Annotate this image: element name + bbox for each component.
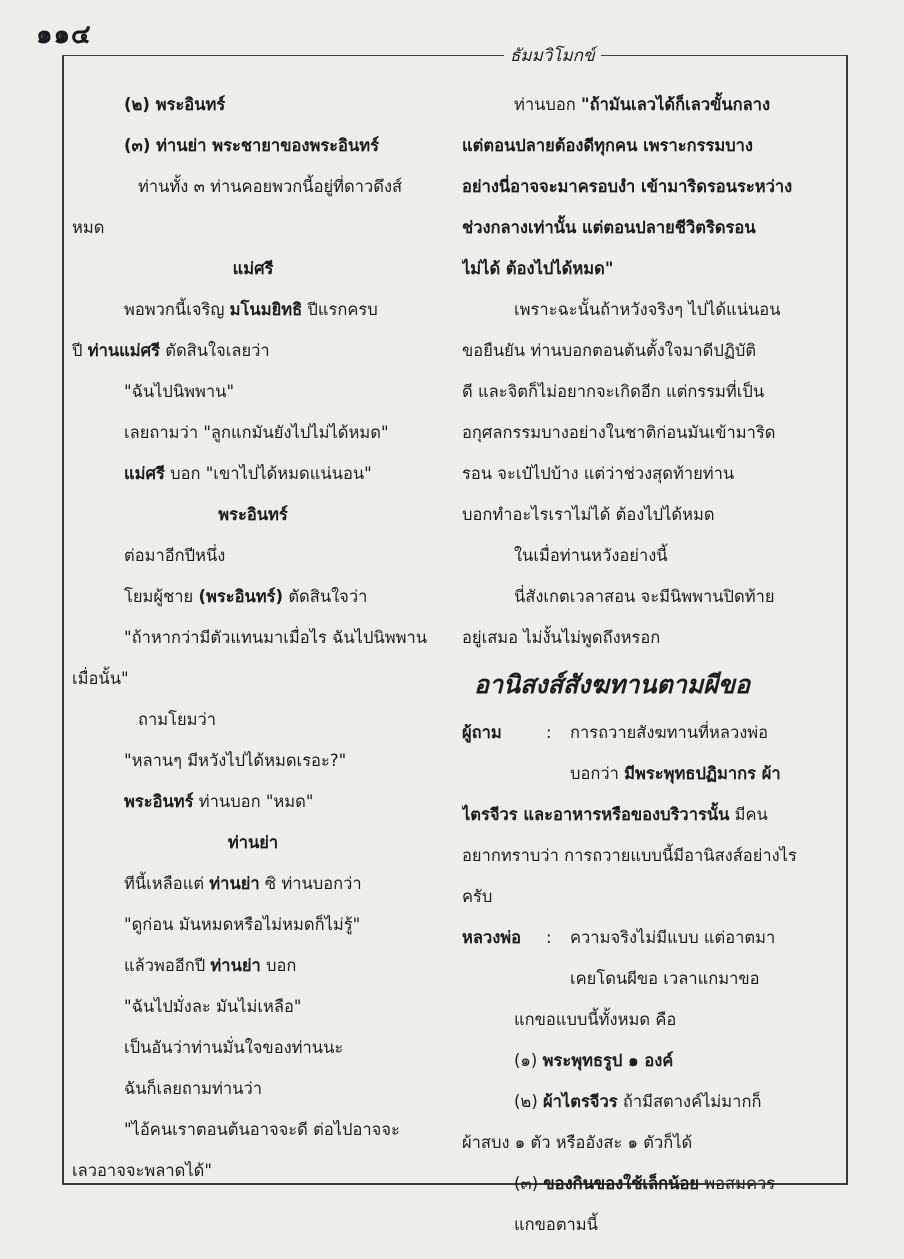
speaker-label: หลวงพ่อ	[462, 928, 522, 947]
text-line: บอกทำอะไรเราไม่ได้ ต้องไปได้หมด	[462, 505, 715, 524]
speaker-label: ผู้ถาม	[462, 723, 502, 742]
text-line: ช่วงกลางเท่านั้น แต่ตอนปลายชีวิตริดรอน	[462, 218, 756, 237]
text-line: เป็นอันว่าท่านมั่นใจของท่านนะ	[124, 1038, 344, 1057]
text-line: เลวอาจจะพลาดได้"	[72, 1161, 212, 1180]
text-line: แม่ศรี บอก "เขาไปได้หมดแน่นอน"	[124, 464, 372, 483]
text-line: แกขอตามนี้	[514, 1215, 598, 1234]
text-line: ท่านบอก "ถ้ามันเลวได้ก็เลวขั้นกลาง	[514, 95, 771, 114]
text-line: ดี และจิตก็ไม่อยากจะเกิดอีก แต่กรรมที่เป็น	[462, 382, 765, 401]
text-line: ในเมื่อท่านหวังอย่างนี้	[514, 546, 668, 565]
text-line: โยมผู้ชาย (พระอินทร์) ตัดสินใจว่า	[124, 587, 368, 606]
question-line: ผู้ถาม : การถวายสังฆทานที่หลวงพ่อ	[462, 712, 832, 753]
text-line: บอกว่า มีพระพุทธปฏิมากร ผ้า	[570, 764, 781, 783]
text-line: "ถ้าหากว่ามีตัวแทนมาเมื่อไร ฉันไปนิพพาน	[124, 628, 427, 647]
text-line: อยู่เสมอ ไม่งั้นไม่พูดถึงหรอก	[462, 628, 661, 647]
text-line: อกุศลกรรมบางอย่างในชาติก่อนมันเข้ามาริด	[462, 423, 776, 442]
text-line: ต่อมาอีกปีหนึ่ง	[124, 546, 226, 565]
text-line: พระอินทร์ ท่านบอก "หมด"	[124, 792, 314, 811]
page-number: ๑๑๔	[36, 20, 92, 50]
text-line: ไม่ได้ ต้องไปได้หมด"	[462, 259, 614, 278]
header-title: ธัมมวิโมกข์	[504, 42, 601, 69]
list-item: (๓) ของกินของใช้เล็กน้อย พอสมควร	[514, 1174, 776, 1193]
text-line: เมื่อนั้น"	[72, 669, 129, 688]
text-line: แต่ตอนปลายต้องดีทุกคน เพราะกรรมบาง	[462, 136, 753, 155]
text-line: ครับ	[462, 887, 493, 906]
text-line: หมด	[72, 218, 105, 237]
text-line: ฉันก็เลยถามท่านว่า	[124, 1079, 263, 1098]
section-heading: อานิสงส์สังฆทานตามผีขอ	[474, 670, 751, 699]
text-line: เพราะฉะนั้นถ้าหวังจริงๆ ไปได้แน่นอน	[514, 300, 781, 319]
text-line: "ฉันไปมั่งละ มันไม่เหลือ"	[124, 997, 302, 1016]
list-item: (๒) ผ้าไตรจีวร ถ้ามีสตางค์ไม่มากก็	[514, 1092, 762, 1111]
text-line: อย่างนี่อาจจะมาครอบงำ เข้ามาริดรอนระหว่าง	[462, 177, 793, 196]
text-line: พอพวกนี้เจริญ มโนมยิทธิ ปีแรกครบ	[124, 300, 378, 319]
right-column	[462, 84, 832, 1245]
text-line: แล้วพออีกปี ท่านย่า บอก	[124, 956, 297, 975]
text-line: รอน จะเป๋ไปบ้าง แต่ว่าช่วงสุดท้ายท่าน	[462, 464, 735, 483]
left-column	[72, 84, 434, 1191]
section-heading: ท่านย่า	[227, 833, 279, 852]
text-line: "หลานๆ มีหวังไปได้หมดเรอะ?"	[124, 751, 347, 770]
text-line: ขอยืนยัน ท่านบอกตอนต้นตั้งใจมาดีปฏิบัติ	[462, 341, 757, 360]
text-line: ไตรจีวร และอาหารหรือของบริวารนั้น มีคน	[462, 805, 768, 824]
text-line: อยากทราบว่า การถวายแบบนี้มีอานิสงส์อย่างไร	[462, 846, 797, 865]
text-line: นี่สังเกตเวลาสอน จะมีนิพพานปิดท้าย	[514, 587, 775, 606]
text-line: (๓) ท่านย่า พระชายาของพระอินทร์	[124, 136, 379, 155]
section-heading: แม่ศรี	[232, 259, 274, 278]
text-line: เคยโดนผีขอ เวลาแกมาขอ	[570, 969, 760, 988]
text-line: แกขอแบบนี้ทั้งหมด คือ	[514, 1010, 677, 1029]
text-line: ท่านทั้ง ๓ ท่านคอยพวกนี้อยู่ที่ดาวดึงส์	[138, 177, 403, 196]
list-item: (๑) พระพุทธรูป ๑ องค์	[514, 1051, 674, 1070]
text-line: "ไอ้คนเราตอนต้นอาจจะดี ต่อไปอาจจะ	[124, 1120, 400, 1139]
text-line: "ดูก่อน มันหมดหรือไม่หมดก็ไม่รู้"	[124, 915, 361, 934]
answer-line: หลวงพ่อ : ความจริงไม่มีแบบ แต่อาตมา	[462, 917, 832, 958]
text-line: ทีนี้เหลือแต่ ท่านย่า ซิ ท่านบอกว่า	[124, 874, 362, 893]
text-line: ถามโยมว่า	[138, 710, 217, 729]
text-line: ปี ท่านแม่ศรี ตัดสินใจเลยว่า	[72, 341, 270, 360]
text-line: (๒) พระอินทร์	[124, 95, 226, 114]
text-line: ผ้าสบง ๑ ตัว หรืออังสะ ๑ ตัวก็ได้	[462, 1133, 693, 1152]
section-heading: พระอินทร์	[218, 505, 288, 524]
text-line: "ฉันไปนิพพาน"	[124, 382, 235, 401]
text-line: เลยถามว่า "ลูกแกมันยังไปไม่ได้หมด"	[124, 423, 389, 442]
